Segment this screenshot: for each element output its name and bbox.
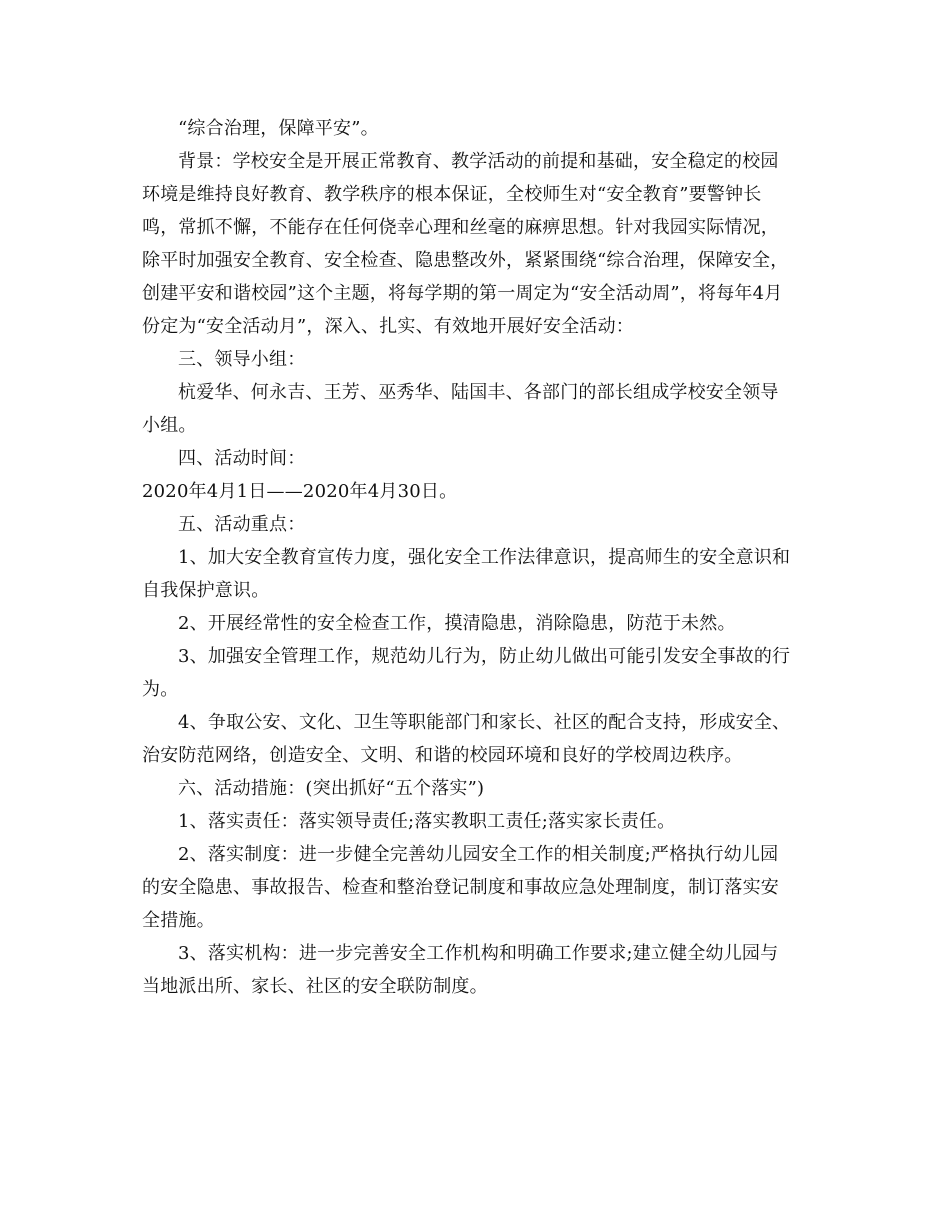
text-line: 杭爱华、何永吉、王芳、巫秀华、陆国丰、各部门的部长组成学校安全领导 [178, 382, 779, 403]
text-line: “综合治理，保障平安”。 [178, 118, 379, 139]
text-line: 三、领导小组： [178, 349, 306, 370]
text-line: 创建平安和谐校园”这个主题，将每学期的第一周定为“安全活动周”，将每年4月 [142, 283, 783, 304]
paragraph [142, 970, 818, 1003]
paragraph [142, 871, 818, 937]
text-line: 鸣，常抓不懈，不能存在任何侥幸心理和丝毫的麻痹思想。针对我园实际情况， [142, 217, 779, 238]
paragraph [142, 376, 818, 409]
paragraph [142, 112, 818, 145]
paragraph [142, 805, 818, 838]
paragraph [142, 409, 818, 442]
text-line: 治安防范网络，创造安全、文明、和谐的校园环境和良好的学校周边秩序。 [142, 745, 743, 766]
text-line: 背景：学校安全是开展正常教育、教学活动的前提和基础，安全稳定的校园 [178, 151, 779, 172]
paragraph [142, 640, 818, 673]
paragraph [142, 442, 818, 475]
paragraph [142, 178, 818, 343]
text-line: 份定为“安全活动月”，深入、扎实、有效地开展好安全活动： [142, 316, 635, 337]
paragraph [142, 145, 818, 178]
text-line: 2、落实制度：进一步健全完善幼儿园安全工作的相关制度;严格执行幼儿园 [178, 844, 779, 865]
text-line: 3、加强安全管理工作，规范幼儿行为，防止幼儿做出可能引发安全事故的行 [178, 646, 791, 667]
document-body [142, 112, 818, 1003]
paragraph [142, 574, 818, 607]
text-line: 六、活动措施：(突出抓好“五个落实”) [178, 778, 485, 799]
paragraph [142, 706, 818, 739]
paragraph [142, 607, 818, 640]
text-line: 除平时加强安全教育、安全检查、隐患整改外，紧紧围绕“综合治理，保障安全， [142, 250, 789, 271]
text-line: 2020年4月1日——2020年4月30日。 [142, 481, 458, 502]
text-line: 3、落实机构：进一步完善安全工作机构和明确工作要求;建立健全幼儿园与 [178, 943, 779, 964]
text-line: 1、加大安全教育宣传力度，强化安全工作法律意识，提高师生的安全意识和 [178, 547, 791, 568]
text-line: 的安全隐患、事故报告、检查和整治登记制度和事故应急处理制度，制订落实安 [142, 877, 779, 898]
text-line: 自我保护意识。 [142, 580, 270, 601]
text-line: 4、争取公安、文化、卫生等职能部门和家长、社区的配合支持，形成安全、 [178, 712, 791, 733]
text-line: 1、落实责任：落实领导责任;落实教职工责任;落实家长责任。 [178, 811, 676, 832]
paragraph [142, 838, 818, 871]
text-line: 小组。 [142, 415, 197, 436]
paragraph [142, 541, 818, 574]
paragraph [142, 739, 818, 772]
text-line: 全措施。 [142, 910, 215, 931]
paragraph [142, 475, 818, 508]
text-line: 2、开展经常性的安全检查工作，摸清隐患，消除隐患，防范于未然。 [178, 613, 736, 634]
paragraph [142, 937, 818, 970]
text-line: 环境是维持良好教育、教学秩序的根本保证，全校师生对“安全教育”要警钟长 [142, 184, 762, 205]
paragraph [142, 673, 818, 706]
paragraph [142, 772, 818, 805]
text-line: 四、活动时间： [178, 448, 306, 469]
text-line: 当地派出所、家长、社区的安全联防制度。 [142, 976, 488, 997]
paragraph [142, 343, 818, 376]
text-line: 五、活动重点： [178, 514, 306, 535]
text-line: 为。 [142, 679, 179, 700]
paragraph [142, 508, 818, 541]
